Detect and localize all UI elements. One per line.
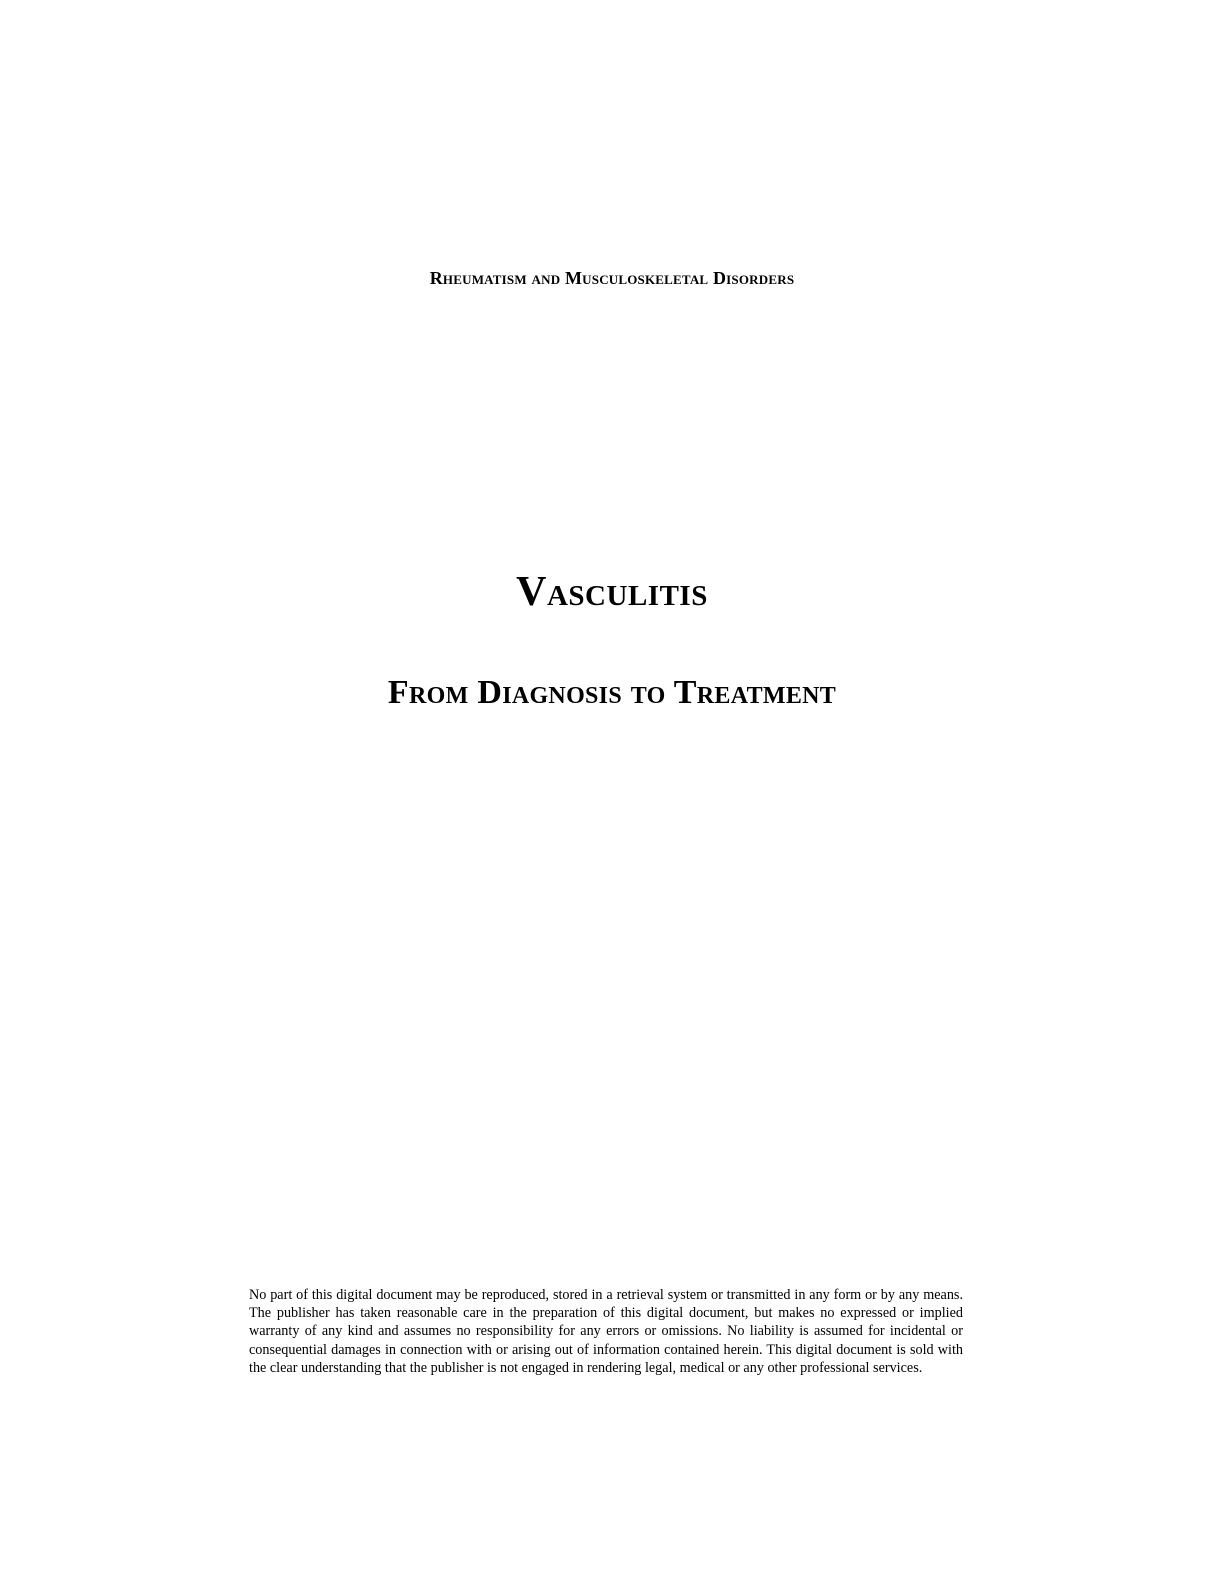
series-title: Rheumatism and Musculoskeletal Disorders [429,268,795,288]
book-title: Vasculitis [516,569,708,615]
book-subtitle: From Diagnosis to Treatment [387,674,837,711]
copyright-notice: No part of this digital document may be reproduced, stored in a retrieval system or transmitted in any form or by any means. The publisher has taken reasonable care in the preparation of this digital document, but makes no expressed or implied warranty of any kind and assumes no responsibility for any errors or omissions. No liability is assumed for incidental or consequential damages in connection with or arising out of information contained herein. This digital document is sold with the clear understanding that the publisher is not engaged in rendering legal, medical or any other professional services. [249,1287,963,1376]
